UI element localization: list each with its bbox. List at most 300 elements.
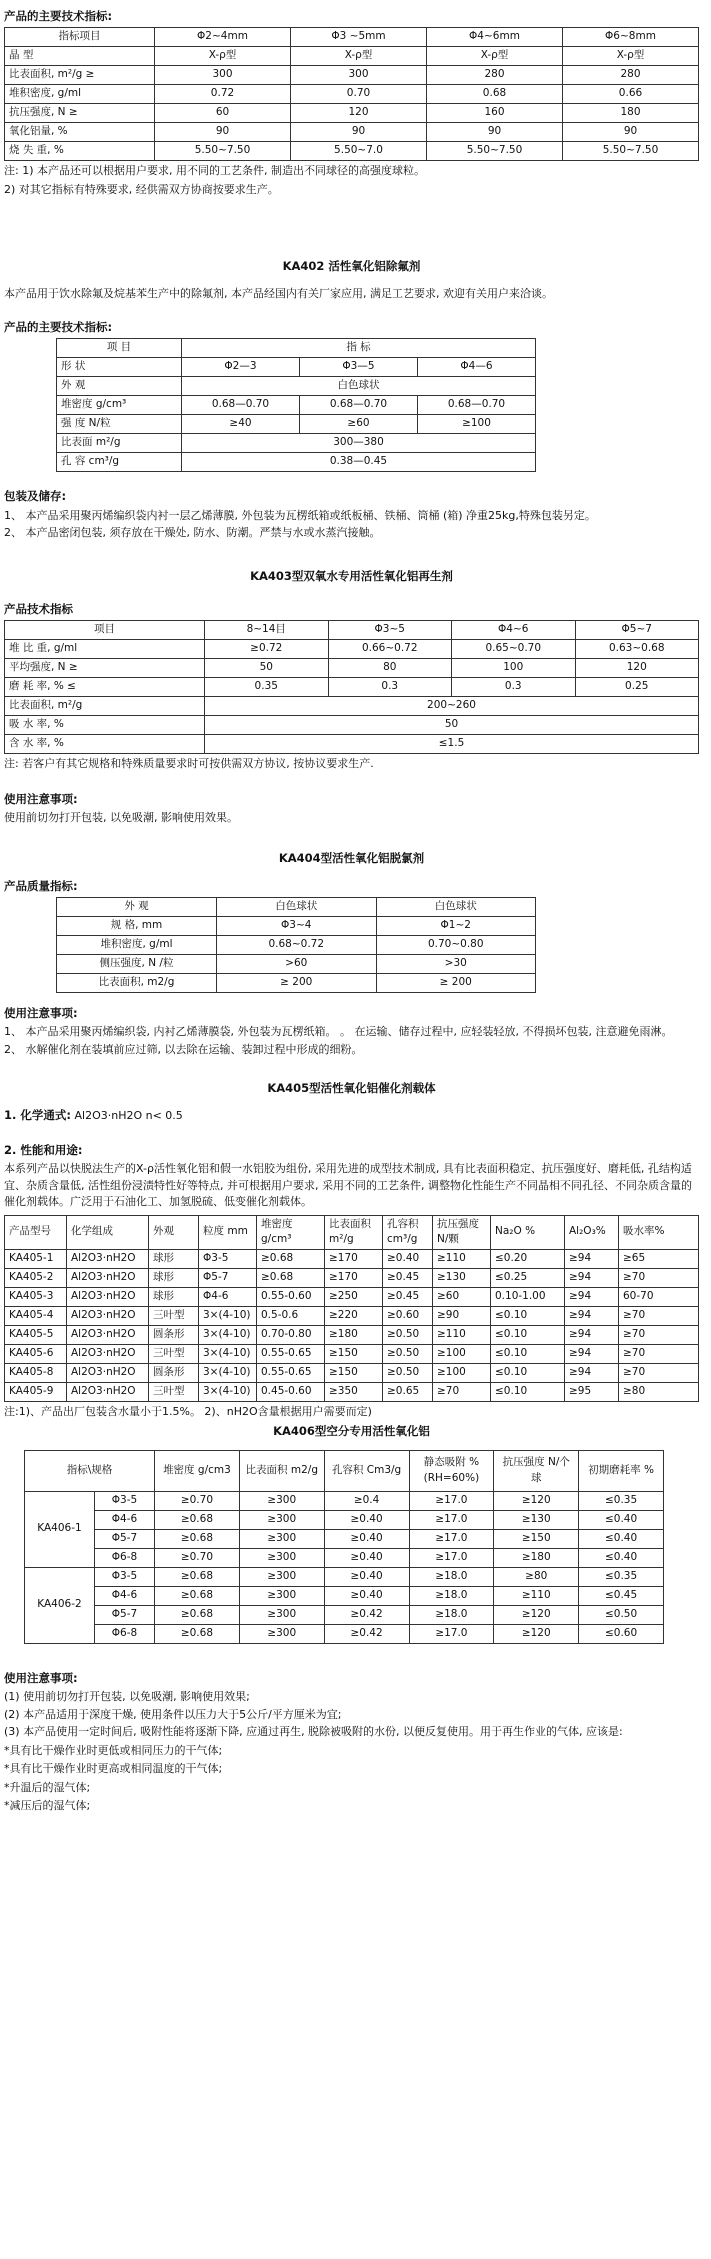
table-cell: 100 <box>452 659 576 678</box>
header-cell: 静态吸附 % (RH=60%) <box>409 1450 494 1491</box>
table-cell: 80 <box>328 659 452 678</box>
table-cell: ≥94 <box>565 1364 619 1383</box>
table-cell: ≥300 <box>239 1586 324 1605</box>
table-cell: X-ρ型 <box>291 47 427 66</box>
header-cell: 堆密度 g/cm3 <box>155 1450 240 1491</box>
row-label: 平均强度, N ≥ <box>5 659 205 678</box>
table-cell: 白色球状 <box>376 897 536 916</box>
table-header-row <box>57 339 536 358</box>
table-cell: ≥70 <box>619 1364 699 1383</box>
table-cell: ≥300 <box>239 1624 324 1643</box>
table-cell: ≥170 <box>325 1269 383 1288</box>
table-cell: Φ3~4 <box>217 916 377 935</box>
table-cell: 0.72 <box>155 85 291 104</box>
table-cell: ≥180 <box>494 1548 579 1567</box>
row-label: 外 观 <box>57 377 182 396</box>
header-cell: 指标\规格 <box>25 1450 155 1491</box>
table-cell: 0.55-0.60 <box>257 1288 325 1307</box>
table-row <box>5 142 699 161</box>
table-cell: ≥0.68 <box>155 1624 240 1643</box>
row-label: 侧压强度, N /粒 <box>57 954 217 973</box>
s5-note: 注:1)、产品出厂包装含水量小于1.5%。 2)、nH2O含量根据用户需要而定) <box>4 1405 372 1418</box>
table-cell: ≥110 <box>433 1326 491 1345</box>
table-cell: ≥60 <box>433 1288 491 1307</box>
table-row <box>25 1529 664 1548</box>
table-cell: ≤0.40 <box>579 1548 664 1567</box>
table-cell: Al2O3·nH2O <box>67 1383 149 1402</box>
table-cell: Al2O3·nH2O <box>67 1269 149 1288</box>
table-row <box>5 1269 699 1288</box>
table-cell: Φ2—3 <box>182 358 300 377</box>
s3-use-text: 使用前切勿打开包装, 以免吸潮, 影响使用效果。 <box>4 810 238 824</box>
table-cell: ≤0.45 <box>579 1586 664 1605</box>
s6-bullet: *减压后的湿气体; <box>4 1799 91 1812</box>
table-cell: Φ4—6 <box>418 358 536 377</box>
row-label: 强 度 N/粒 <box>57 415 182 434</box>
table-row <box>5 1307 699 1326</box>
table-cell: ≥0.40 <box>324 1586 409 1605</box>
row-label: 氧化铝量, % <box>5 123 155 142</box>
header-cell: 指标项目 <box>5 28 155 47</box>
s4-spec-table <box>56 897 536 993</box>
table-cell: ≥350 <box>325 1383 383 1402</box>
table-cell: 0.45-0.60 <box>257 1383 325 1402</box>
table-cell: Al2O3·nH2O <box>67 1307 149 1326</box>
header-cell: Φ6~8mm <box>563 28 699 47</box>
table-cell: 0.10-1.00 <box>491 1288 565 1307</box>
s5-table-body <box>5 1250 699 1402</box>
header-cell: 项目 <box>5 621 205 640</box>
table-cell: 3×(4-10) <box>199 1345 257 1364</box>
s5-perf-heading: 2. 性能和用途: <box>4 1142 83 1157</box>
table-cell: 白色球状 <box>182 377 536 396</box>
table-row <box>57 954 536 973</box>
s6-table-body <box>25 1491 664 1643</box>
table-cell: 0.68—0.70 <box>182 396 300 415</box>
table-cell: Φ5-7 <box>95 1605 155 1624</box>
table-header-row <box>5 621 699 640</box>
table-cell: 5.50~7.50 <box>155 142 291 161</box>
table-cell: ≤0.10 <box>491 1307 565 1326</box>
table-cell: 0.70 <box>291 85 427 104</box>
table-cell: ≤0.10 <box>491 1345 565 1364</box>
table-cell: 0.68—0.70 <box>418 396 536 415</box>
row-label: KA405-8 <box>5 1364 67 1383</box>
row-label: 磨 耗 率, % ≤ <box>5 678 205 697</box>
table-cell: ≥220 <box>325 1307 383 1326</box>
table-row <box>5 735 699 754</box>
table-cell: 90 <box>563 123 699 142</box>
table-cell: >60 <box>217 954 377 973</box>
table-cell: 三叶型 <box>149 1345 199 1364</box>
table-cell: Φ4-6 <box>199 1288 257 1307</box>
row-label: 堆 比 重, g/ml <box>5 640 205 659</box>
table-cell: 5.50~7.0 <box>291 142 427 161</box>
s2-intro: 本产品用于饮水除氟及烷基苯生产中的除氟剂, 本产品经国内有关厂家应用, 满足工艺要求, 欢迎有关用户来洽谈。 <box>4 286 553 300</box>
table-cell: 0.5-0.6 <box>257 1307 325 1326</box>
table-cell: ≥17.0 <box>409 1548 494 1567</box>
table-cell: ≥0.70 <box>155 1491 240 1510</box>
table-cell: ≥0.40 <box>324 1548 409 1567</box>
table-row <box>5 716 699 735</box>
table-cell: 0.3 <box>328 678 452 697</box>
table-cell: ≥0.42 <box>324 1605 409 1624</box>
s2-title: KA402 活性氧化铝除氟剂 <box>282 259 421 274</box>
table-cell: ≥0.40 <box>383 1250 433 1269</box>
table-cell: ≥0.4 <box>324 1491 409 1510</box>
table-row <box>5 104 699 123</box>
table-cell: ≥65 <box>619 1250 699 1269</box>
s4-use-line: 2、 水解催化剂在装填前应过筛, 以去除在运输、装卸过程中形成的细粉。 <box>4 1042 363 1056</box>
table-cell: 120 <box>575 659 699 678</box>
table-cell: ≥0.68 <box>257 1250 325 1269</box>
table-cell: ≥18.0 <box>409 1586 494 1605</box>
row-label: 晶 型 <box>5 47 155 66</box>
table-row <box>57 415 536 434</box>
table-row <box>57 358 536 377</box>
header-cell: 吸水率% <box>619 1215 699 1250</box>
row-label: KA405-5 <box>5 1326 67 1345</box>
table-row <box>5 85 699 104</box>
row-label: KA405-4 <box>5 1307 67 1326</box>
s6-bullet: *具有比干燥作业时更低或相同压力的干气体; <box>4 1743 223 1757</box>
s2-pack-line: 1、 本产品采用聚丙烯编织袋内衬一层乙烯薄膜, 外包装为瓦楞纸箱或纸板桶、铁桶、筒桶 (箱) 净重25kg,特殊包装另定。 <box>4 508 596 522</box>
table-cell: ≥110 <box>494 1586 579 1605</box>
table-cell: ≥18.0 <box>409 1605 494 1624</box>
table-cell: Al2O3·nH2O <box>67 1288 149 1307</box>
table-cell: 280 <box>563 66 699 85</box>
table-cell: ≤0.20 <box>491 1250 565 1269</box>
row-label: KA405-9 <box>5 1383 67 1402</box>
row-label: 比表面积, m2/g <box>57 973 217 992</box>
s5-title: KA405型活性氧化铝催化剂载体 <box>267 1081 436 1095</box>
header-cell: 化学组成 <box>67 1215 149 1250</box>
table-row <box>5 1345 699 1364</box>
header-cell: 产品型号 <box>5 1215 67 1250</box>
table-cell: ≥0.68 <box>155 1529 240 1548</box>
table-cell: ≥94 <box>565 1269 619 1288</box>
table-cell: Φ3-5 <box>95 1567 155 1586</box>
table-cell: ≥60 <box>300 415 418 434</box>
table-cell: ≥300 <box>239 1548 324 1567</box>
table-cell: ≤0.10 <box>491 1364 565 1383</box>
table-cell: 3×(4-10) <box>199 1364 257 1383</box>
table-cell: ≥150 <box>494 1529 579 1548</box>
s2-spec-table <box>56 338 536 472</box>
table-cell: Al2O3·nH2O <box>67 1364 149 1383</box>
table-cell: 0.25 <box>575 678 699 697</box>
table-cell: ≥0.50 <box>383 1326 433 1345</box>
table-cell: ≥0.50 <box>383 1345 433 1364</box>
s6-title: KA406型空分专用活性氧化铝 <box>273 1423 430 1438</box>
table-cell: X-ρ型 <box>563 47 699 66</box>
table-cell: Al2O3·nH2O <box>67 1250 149 1269</box>
table-cell: ≥100 <box>418 415 536 434</box>
table-cell: ≥17.0 <box>409 1529 494 1548</box>
table-row <box>5 1364 699 1383</box>
s4-use-line: 1、 本产品采用聚丙烯编织袋, 内衬乙烯薄膜袋, 外包装为瓦楞纸箱。 。 在运输、储存过程中, 应轻装轻放, 不得损坏包装, 注意避免雨淋。 <box>4 1025 673 1038</box>
row-label: 堆积密度, g/ml <box>57 935 217 954</box>
table-cell: ≥130 <box>494 1510 579 1529</box>
table-cell: ≤0.50 <box>579 1605 664 1624</box>
table-cell: Φ6-8 <box>95 1624 155 1643</box>
s4-title: KA404型活性氧化铝脱氯剂 <box>278 851 425 866</box>
table-cell: ≥95 <box>565 1383 619 1402</box>
table-cell: ≤0.60 <box>579 1624 664 1643</box>
table-row <box>5 678 699 697</box>
table-cell: 0.70-0.80 <box>257 1326 325 1345</box>
table-cell: ≥120 <box>494 1605 579 1624</box>
table-cell: Φ5-7 <box>95 1529 155 1548</box>
table-cell: ≥80 <box>494 1567 579 1586</box>
table-cell: 50 <box>205 659 329 678</box>
table-cell: 三叶型 <box>149 1307 199 1326</box>
row-label: KA405-6 <box>5 1345 67 1364</box>
s6-bullet: *具有比干燥作业时更高或相同温度的干气体; <box>4 1762 223 1775</box>
table-row <box>57 897 536 916</box>
table-cell: ≥0.40 <box>324 1510 409 1529</box>
table-row <box>5 697 699 716</box>
row-label: 外 观 <box>57 897 217 916</box>
row-label: 比表面积, m²/g ≥ <box>5 66 155 85</box>
table-cell: ≤0.10 <box>491 1326 565 1345</box>
s1-heading: 产品的主要技术指标: <box>4 9 113 23</box>
table-cell: ≥100 <box>433 1364 491 1383</box>
table-cell: ≤0.25 <box>491 1269 565 1288</box>
table-row <box>5 1250 699 1269</box>
model-cell: KA406-2 <box>25 1567 95 1643</box>
s1-note: 2) 对其它指标有特殊要求, 经供需双方协商按要求生产。 <box>4 182 279 196</box>
table-cell: 120 <box>291 104 427 123</box>
s5-spec-table <box>4 1215 699 1403</box>
row-label: 形 状 <box>57 358 182 377</box>
s6-use-line: (2) 本产品适用于深度干燥, 使用条件以压力大于5公斤/平方厘米为宜; <box>4 1707 342 1721</box>
table-cell: ≥100 <box>433 1345 491 1364</box>
header-cell: Φ4~6 <box>452 621 576 640</box>
table-row <box>25 1510 664 1529</box>
s3-title: KA403型双氧水专用活性氧化铝再生剂 <box>250 568 453 583</box>
table-cell: ≥70 <box>619 1326 699 1345</box>
table-cell: ≥94 <box>565 1345 619 1364</box>
s6-bullet: *升温后的湿气体; <box>4 1780 91 1794</box>
table-cell: Φ3-5 <box>95 1491 155 1510</box>
table-cell: ≥0.68 <box>155 1567 240 1586</box>
table-row <box>25 1586 664 1605</box>
table-cell: 300—380 <box>182 434 536 453</box>
header-cell: Φ3~5 <box>328 621 452 640</box>
header-cell: Φ5~7 <box>575 621 699 640</box>
table-row <box>57 434 536 453</box>
table-cell: 300 <box>155 66 291 85</box>
header-cell: 抗压强度 N/颗 <box>433 1215 491 1250</box>
s3-use-heading: 使用注意事项: <box>4 791 78 806</box>
s6-spec-table <box>24 1450 664 1644</box>
table-cell: 5.50~7.50 <box>563 142 699 161</box>
row-label: 堆积密度, g/ml <box>5 85 155 104</box>
table-cell: Φ4-6 <box>95 1586 155 1605</box>
table-cell: Φ6-8 <box>95 1548 155 1567</box>
header-cell: Φ4~6mm <box>427 28 563 47</box>
table-cell: ≥0.42 <box>324 1624 409 1643</box>
row-label: 堆密度 g/cm³ <box>57 396 182 415</box>
table-row <box>57 916 536 935</box>
table-cell: 0.65~0.70 <box>452 640 576 659</box>
s1-note: 注: 1) 本产品还可以根据用户要求, 用不同的工艺条件, 制造出不同球径的高强度球粒。 <box>4 164 425 178</box>
table-cell: 球形 <box>149 1250 199 1269</box>
table-cell: ≥80 <box>619 1383 699 1402</box>
table-cell: 0.70~0.80 <box>376 935 536 954</box>
header-cell: 孔容积 cm³/g <box>383 1215 433 1250</box>
table-cell: ≥ 200 <box>376 973 536 992</box>
header-cell: Na₂O % <box>491 1215 565 1250</box>
table-cell: 0.68—0.70 <box>300 396 418 415</box>
table-cell: 280 <box>427 66 563 85</box>
header-cell: 初期磨耗率 % <box>579 1450 664 1491</box>
s6-use-heading: 使用注意事项: <box>4 1670 78 1685</box>
table-cell: 3×(4-10) <box>199 1307 257 1326</box>
header-cell: 粒度 mm <box>199 1215 257 1250</box>
row-label: 规 格, mm <box>57 916 217 935</box>
table-cell: ≥0.50 <box>383 1364 433 1383</box>
s3-heading: 产品技术指标 <box>4 601 73 616</box>
table-cell: ≥300 <box>239 1605 324 1624</box>
table-cell: ≥300 <box>239 1567 324 1586</box>
row-label: 抗压强度, N ≥ <box>5 104 155 123</box>
table-cell: 200~260 <box>205 697 699 716</box>
table-cell: ≥0.65 <box>383 1383 433 1402</box>
table-cell: 0.35 <box>205 678 329 697</box>
table-row <box>5 1288 699 1307</box>
row-label: 比表面 m²/g <box>57 434 182 453</box>
table-cell: ≥120 <box>494 1624 579 1643</box>
row-label: 比表面积, m²/g <box>5 697 205 716</box>
header-cell: Φ2~4mm <box>155 28 291 47</box>
table-cell: ≥110 <box>433 1250 491 1269</box>
model-cell: KA406-1 <box>25 1491 95 1567</box>
table-cell: 0.66~0.72 <box>328 640 452 659</box>
row-label: 含 水 率, % <box>5 735 205 754</box>
table-cell: ≥17.0 <box>409 1624 494 1643</box>
table-cell: ≥120 <box>494 1491 579 1510</box>
table-cell: ≥17.0 <box>409 1491 494 1510</box>
table-cell: ≥70 <box>433 1383 491 1402</box>
table-row <box>25 1491 664 1510</box>
table-cell: ≥170 <box>325 1250 383 1269</box>
table-cell: Φ3—5 <box>300 358 418 377</box>
table-cell: ≥250 <box>325 1288 383 1307</box>
table-cell: 0.68 <box>427 85 563 104</box>
table-cell: 0.55-0.65 <box>257 1364 325 1383</box>
row-label: 吸 水 率, % <box>5 716 205 735</box>
table-cell: ≥130 <box>433 1269 491 1288</box>
table-cell: >30 <box>376 954 536 973</box>
table-row <box>57 377 536 396</box>
table-header-row <box>25 1450 664 1491</box>
s6-use-line: (3) 本产品使用一定时间后, 吸附性能将逐渐下降, 应通过再生, 脱除被吸附的水份, 以便反复使用。用于再生作业的气体, 应该是: <box>4 1725 623 1738</box>
table-row <box>25 1605 664 1624</box>
s2-pack-line: 2、 本产品密闭包装, 须存放在干燥处, 防水、防潮。严禁与水或水蒸汽接触。 <box>4 526 381 539</box>
table-cell: ≥300 <box>239 1510 324 1529</box>
table-row <box>25 1624 664 1643</box>
header-cell: 8~14目 <box>205 621 329 640</box>
table-cell: ≥17.0 <box>409 1510 494 1529</box>
table-cell: ≤0.40 <box>579 1529 664 1548</box>
table-cell: Φ5-7 <box>199 1269 257 1288</box>
table-cell: 60 <box>155 104 291 123</box>
table-row <box>5 659 699 678</box>
table-cell: ≥150 <box>325 1364 383 1383</box>
s2-pack-heading: 包装及储存: <box>4 489 67 504</box>
table-cell: ≥0.40 <box>324 1567 409 1586</box>
table-cell: X-ρ型 <box>427 47 563 66</box>
table-cell: Al2O3·nH2O <box>67 1326 149 1345</box>
table-cell: 60-70 <box>619 1288 699 1307</box>
table-cell: ≥0.68 <box>155 1605 240 1624</box>
table-cell: ≥0.68 <box>257 1269 325 1288</box>
table-cell: ≥70 <box>619 1307 699 1326</box>
table-cell: ≤0.35 <box>579 1567 664 1586</box>
row-label: KA405-2 <box>5 1269 67 1288</box>
table-cell: 白色球状 <box>217 897 377 916</box>
table-row <box>5 123 699 142</box>
table-cell: ≥0.68 <box>155 1510 240 1529</box>
table-cell: 180 <box>563 104 699 123</box>
s5-perf-text: 本系列产品以快脱法生产的X-ρ活性氧化铝和假一水铝胶为组份, 采用先进的成型技术制成, 具有比表面积稳定、抗压强度好、磨耗低, 孔结构适宜、杂质含量低, 活性组份浸渍特性好等特点, 并可根据用户要求, 采用不同的工艺条件, 调整物化性能生产不同晶相不同孔径、不同杂质含量的催化剂载体。广泛用于石油化工、加氢脱硫、低变催化剂载体。 <box>4 1162 692 1208</box>
table-cell: 50 <box>205 716 699 735</box>
table-cell: 0.63~0.68 <box>575 640 699 659</box>
s3-note: 注: 若客户有其它规格和特殊质量要求时可按供需双方协议, 按协议要求生产. <box>4 757 374 770</box>
header-cell: 指 标 <box>182 339 536 358</box>
header-cell: Φ3 ~5mm <box>291 28 427 47</box>
table-cell: ≤0.35 <box>579 1491 664 1510</box>
table-cell: 圆条形 <box>149 1326 199 1345</box>
s2-heading: 产品的主要技术指标: <box>4 320 113 334</box>
header-cell: 比表面积 m²/g <box>325 1215 383 1250</box>
table-cell: ≥40 <box>182 415 300 434</box>
table-cell: ≥0.45 <box>383 1269 433 1288</box>
table-cell: 球形 <box>149 1288 199 1307</box>
table-cell: ≥300 <box>239 1529 324 1548</box>
s1-spec-table <box>4 27 699 161</box>
table-row <box>5 640 699 659</box>
s3-spec-table <box>4 620 699 754</box>
header-cell: 比表面积 m2/g <box>239 1450 324 1491</box>
table-header-row <box>5 1215 699 1250</box>
table-cell: ≥0.40 <box>324 1529 409 1548</box>
table-cell: 三叶型 <box>149 1383 199 1402</box>
table-cell: 球形 <box>149 1269 199 1288</box>
row-label: KA405-1 <box>5 1250 67 1269</box>
s4-heading: 产品质量指标: <box>4 878 78 893</box>
table-cell: ≥70 <box>619 1269 699 1288</box>
table-cell: ≥ 200 <box>217 973 377 992</box>
table-row <box>5 1326 699 1345</box>
table-cell: 90 <box>427 123 563 142</box>
table-cell: ≥18.0 <box>409 1567 494 1586</box>
table-row <box>57 935 536 954</box>
table-cell: Φ4-6 <box>95 1510 155 1529</box>
table-cell: Φ1~2 <box>376 916 536 935</box>
s5-formula: Al2O3·nH2O n< 0.5 <box>74 1109 183 1123</box>
table-row <box>57 453 536 472</box>
table-cell: Φ3-5 <box>199 1250 257 1269</box>
table-cell: ≥90 <box>433 1307 491 1326</box>
table-row <box>5 47 699 66</box>
header-cell: 堆密度 g/cm³ <box>257 1215 325 1250</box>
table-cell: ≥70 <box>619 1345 699 1364</box>
table-cell: X-ρ型 <box>155 47 291 66</box>
table-cell: Al2O3·nH2O <box>67 1345 149 1364</box>
